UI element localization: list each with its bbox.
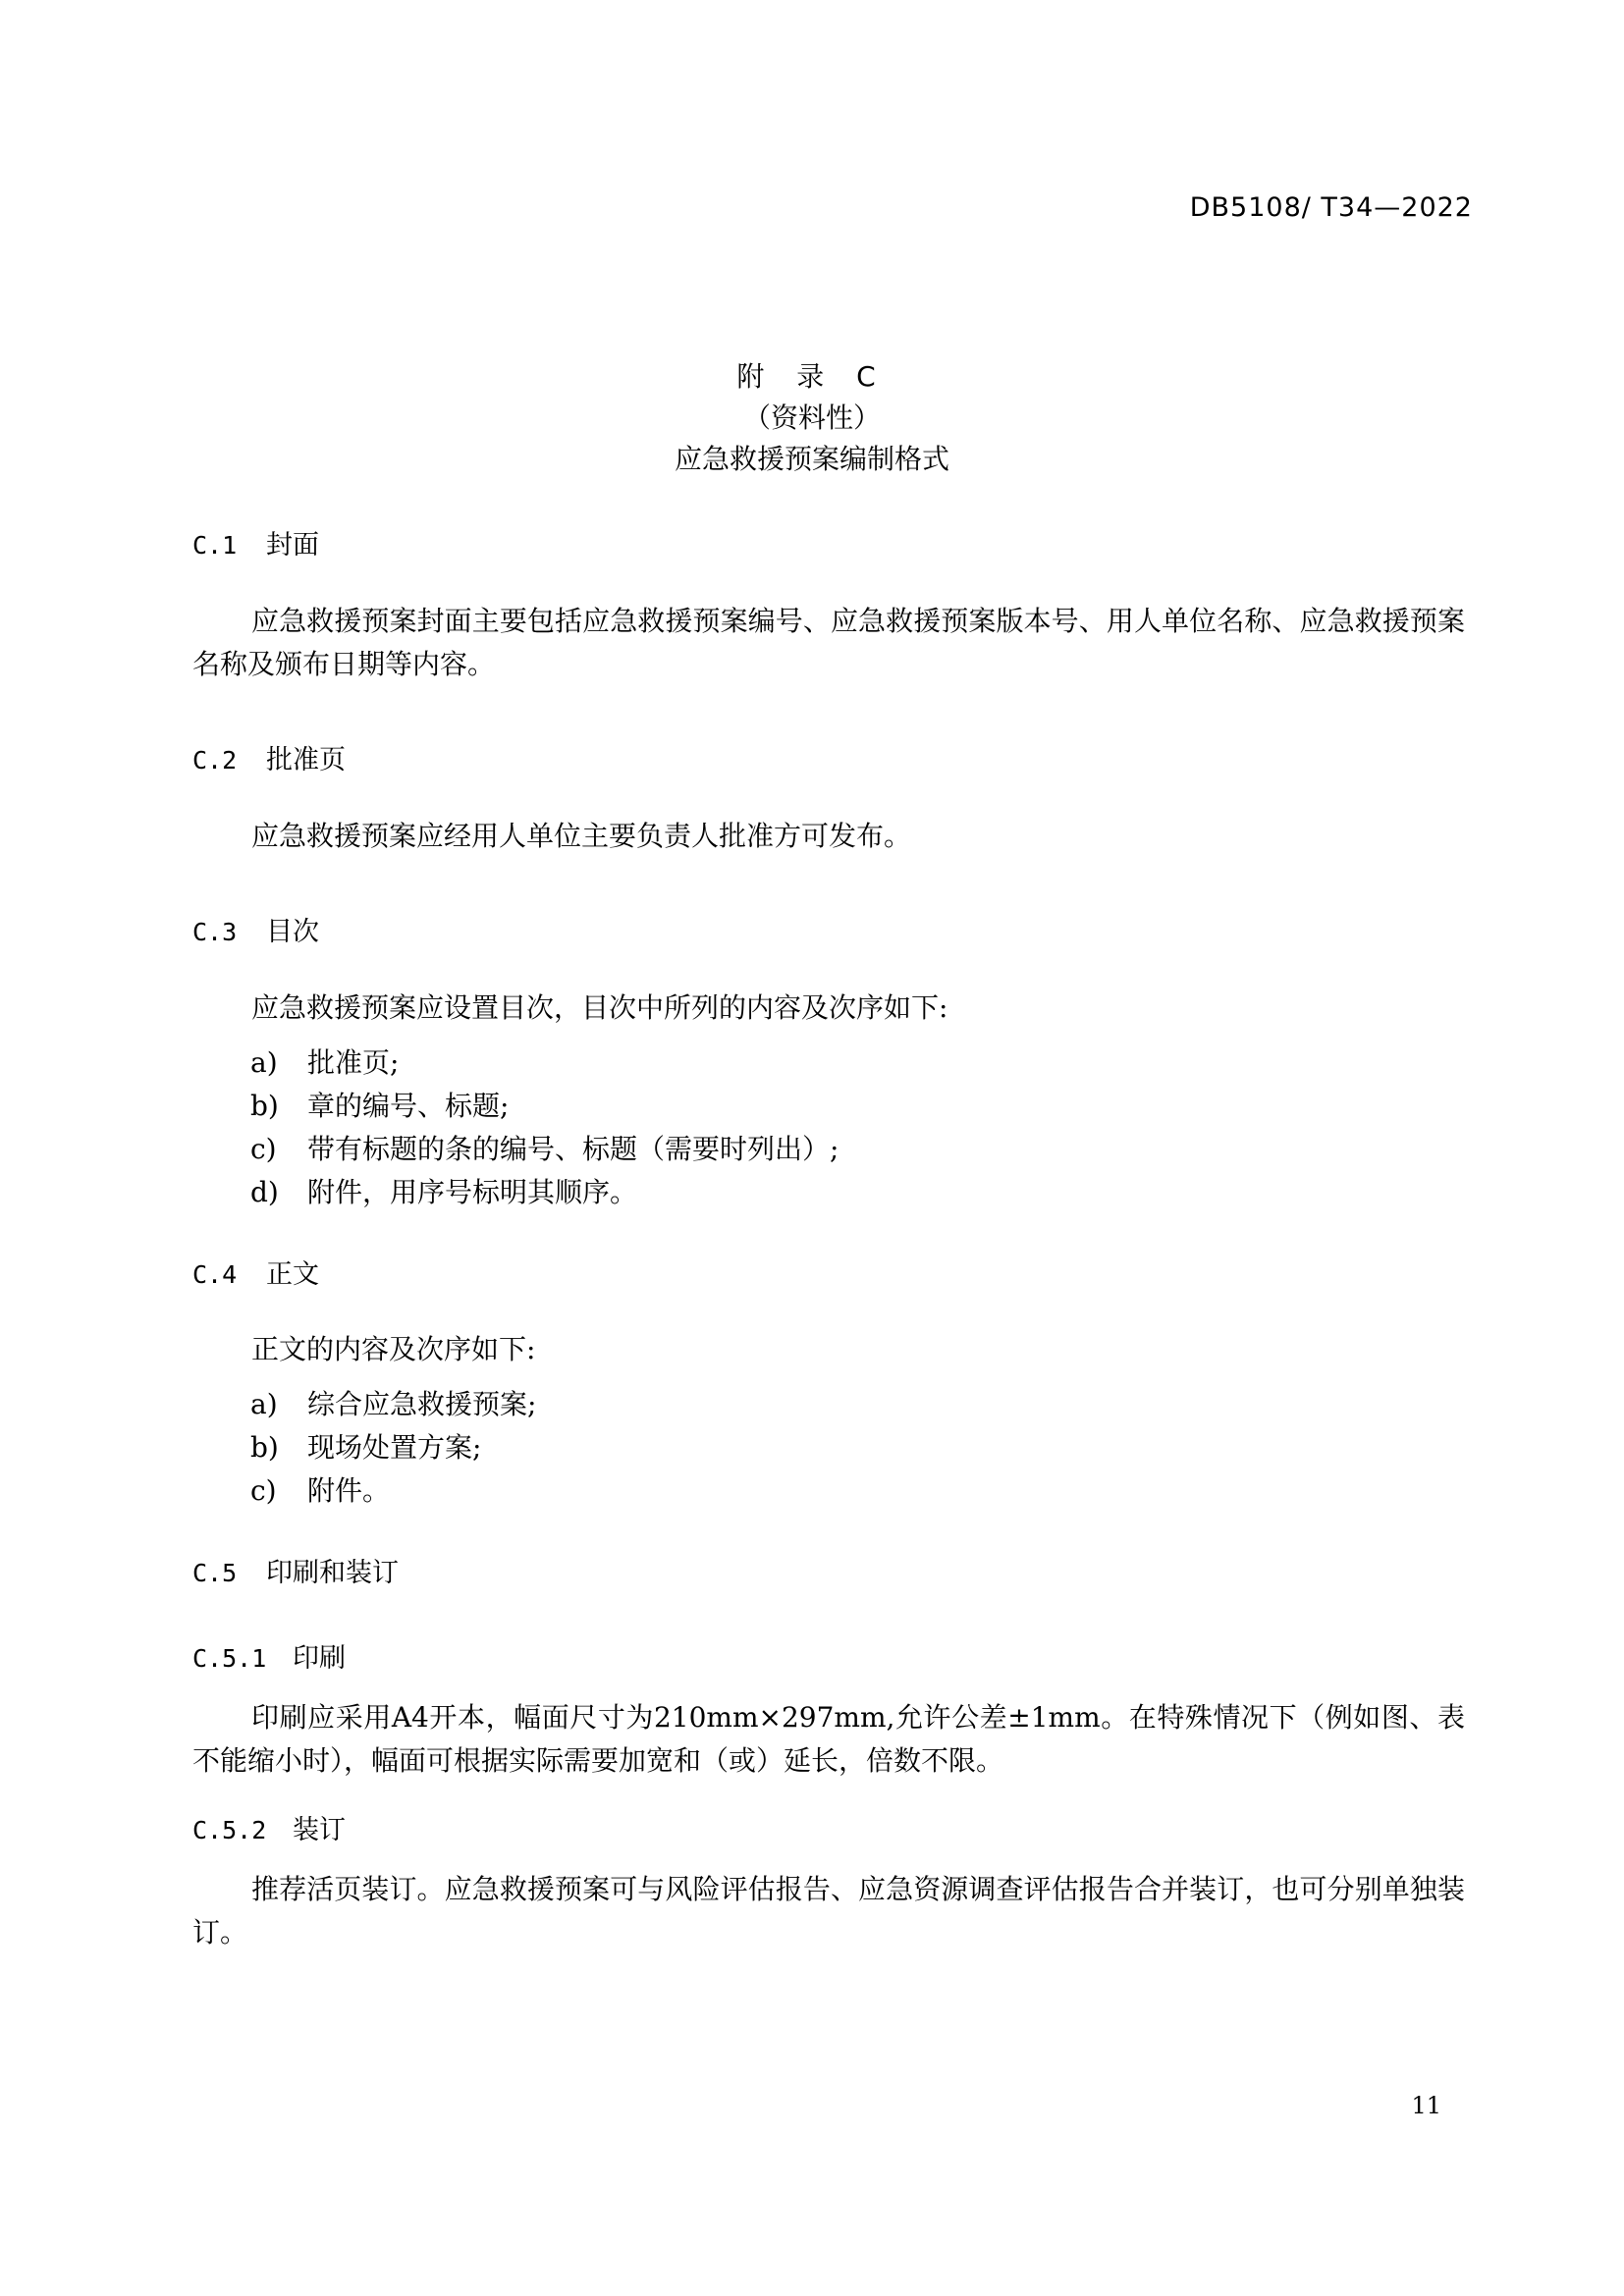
section-number: C.3 <box>192 918 238 946</box>
list-text: 附件，用序号标明其顺序。 <box>307 1176 638 1208</box>
list-marker: c) <box>250 1133 277 1165</box>
section-heading-c5-1 <box>192 1636 346 1675</box>
section-title: 封面 <box>266 530 319 561</box>
section-title: 正文 <box>266 1259 319 1290</box>
list-text: 带有标题的条的编号、标题（需要时列出）; <box>307 1133 839 1165</box>
paragraph-line: 装订。 <box>192 1873 1465 1949</box>
list-text: 综合应急救援预案; <box>307 1388 537 1420</box>
list-text: 附件。 <box>307 1474 391 1507</box>
paragraph-line: 案名称及颁布日期等内容。 <box>192 605 1465 680</box>
section-title: 目次 <box>266 917 319 947</box>
list-item <box>250 1469 390 1509</box>
section-heading-c5 <box>192 1551 399 1589</box>
section-number: C.5 <box>192 1559 238 1587</box>
section-title: 印刷 <box>293 1643 346 1674</box>
section-c3-intro: 应急救援预案应设置目次，目次中所列的内容及次序如下: <box>251 991 948 1024</box>
section-heading-c5-2 <box>192 1808 346 1846</box>
section-c5-1-paragraph <box>192 1696 1465 1783</box>
list-marker: b) <box>250 1090 279 1122</box>
section-heading-c3 <box>192 910 319 948</box>
document-code: DB5108/ T34—2022 <box>1189 192 1473 223</box>
appendix-title: 附 录 C <box>736 360 888 393</box>
section-heading-c2 <box>192 738 346 776</box>
list-item <box>250 1128 839 1167</box>
list-item <box>250 1085 509 1124</box>
section-number: C.4 <box>192 1260 238 1289</box>
section-heading-c1 <box>192 523 319 561</box>
list-item <box>250 1426 481 1466</box>
section-number: C.2 <box>192 746 238 774</box>
appendix-subject: 应急救援预案编制格式 <box>674 443 949 475</box>
section-number: C.1 <box>192 531 238 560</box>
list-marker: d) <box>250 1176 279 1208</box>
list-text: 现场处置方案; <box>307 1431 482 1464</box>
list-item <box>250 1171 637 1210</box>
section-number: C.5.2 <box>192 1816 267 1844</box>
section-c2-paragraph: 应急救援预案应经用人单位主要负责人批准方可发布。 <box>251 820 912 852</box>
list-item <box>250 1383 536 1422</box>
list-item <box>250 1041 399 1081</box>
list-marker: a) <box>250 1388 278 1420</box>
list-text: 批准页; <box>307 1046 400 1079</box>
section-heading-c4 <box>192 1253 319 1291</box>
section-c5-2-paragraph <box>192 1868 1465 1954</box>
list-text: 章的编号、标题; <box>307 1090 510 1122</box>
list-marker: b) <box>250 1431 279 1464</box>
paragraph-line: 推荐活页装订。应急救援预案可与风险评估报告、应急资源调查评估报告合并装订，也可分别单独 <box>251 1873 1437 1905</box>
paragraph-line: 应急救援预案封面主要包括应急救援预案编号、应急救援预案版本号、用人单位名称、应急救援预 <box>251 605 1437 637</box>
list-marker: a) <box>250 1046 278 1079</box>
paragraph-line: 小时），幅面可根据实际需要加宽和（或）延长，倍数不限。 <box>275 1744 1004 1777</box>
section-number: C.5.1 <box>192 1644 267 1673</box>
list-marker: c) <box>250 1474 277 1507</box>
section-title: 批准页 <box>266 745 346 775</box>
section-title: 装订 <box>293 1815 346 1845</box>
section-title: 印刷和装订 <box>266 1558 399 1588</box>
section-c1-paragraph <box>192 600 1465 686</box>
paragraph-line: 印刷应采用A4开本，幅面尺寸为210mm×297mm,允许公差±1mm。在特殊情况下（例如图、表不能缩 <box>192 1701 1465 1777</box>
section-c4-intro: 正文的内容及次序如下: <box>251 1333 536 1365</box>
appendix-type: （资料性） <box>742 401 881 434</box>
page-number: 11 <box>1411 2092 1441 2119</box>
